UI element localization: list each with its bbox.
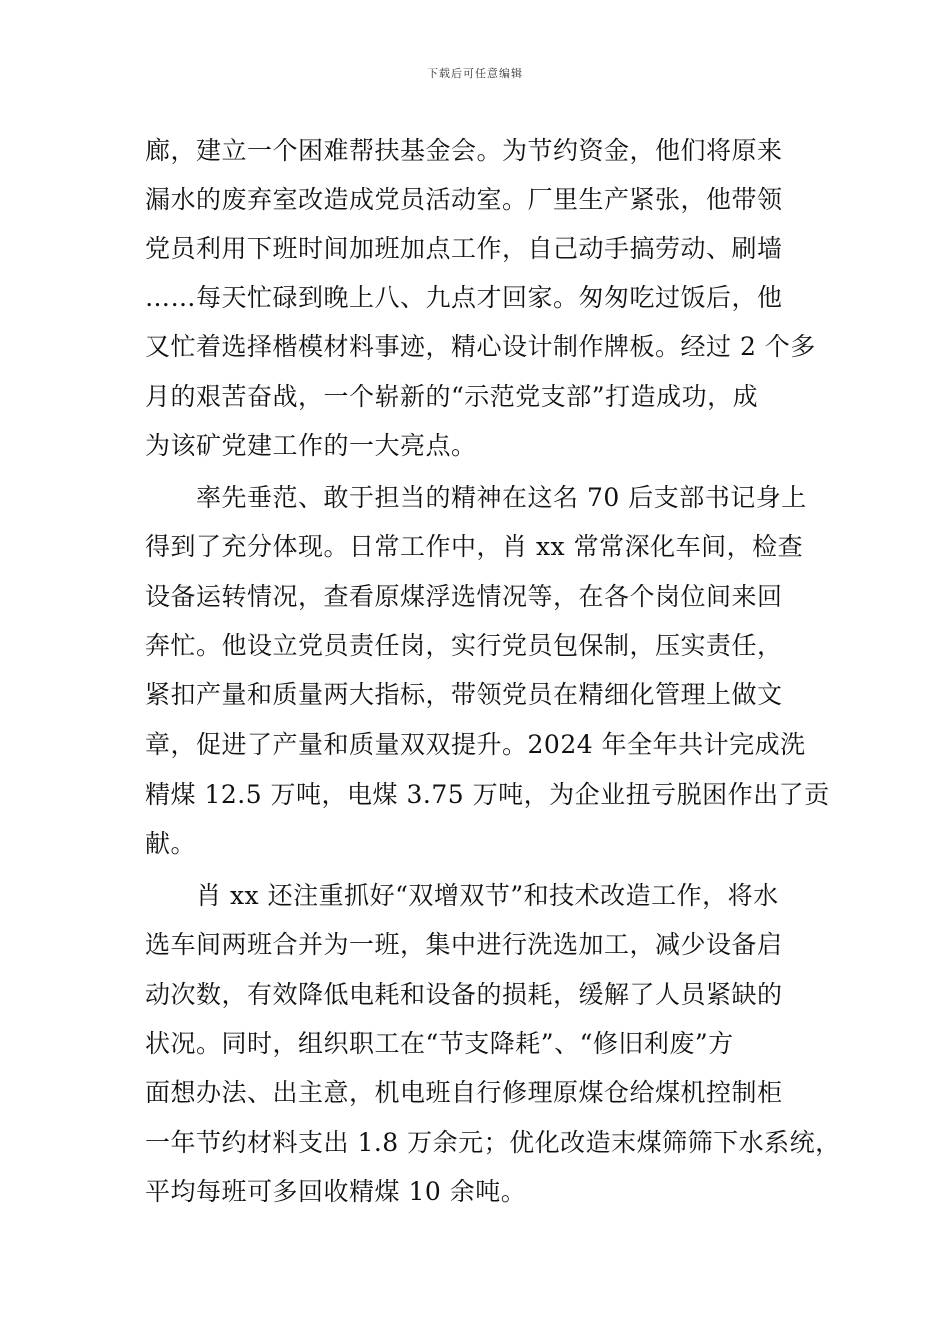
text-line: 平均每班可多回收精煤 10 余吨。 xyxy=(145,1177,527,1206)
text-line: 状况。同时，组织职工在“节支降耗”、“修旧利废”方 xyxy=(145,1029,734,1058)
text-line: 设备运转情况，查看原煤浮选情况等，在各个岗位间来回 xyxy=(145,582,783,611)
text-line: 面想办法、出主意，机电班自行修理原煤仓给煤机控制柜 xyxy=(145,1078,783,1107)
text-line: 献。 xyxy=(145,829,197,858)
text-line: 精煤 12.5 万吨，电煤 3.75 万吨，为企业扭亏脱困作出了贡 xyxy=(145,780,830,809)
text-line: 肖 xx 还注重抓好“双增双节”和技术改造工作，将水 xyxy=(145,881,779,910)
text-line: 廊，建立一个困难帮扶基金会。为节约资金，他们将原来 xyxy=(145,136,783,165)
text-line: 章，促进了产量和质量双双提升。2024 年全年共计完成洗 xyxy=(145,730,806,759)
text-line: 动次数，有效降低电耗和设备的损耗，缓解了人员紧缺的 xyxy=(145,980,783,1009)
text-line: 月的艰苦奋战，一个崭新的“示范党支部”打造成功，成 xyxy=(145,382,759,411)
text-line: 紧扣产量和质量两大指标，带领党员在精细化管理上做文 xyxy=(145,680,783,709)
text-line: 党员利用下班时间加班加点工作，自己动手搞劳动、刷墙 xyxy=(145,234,783,263)
text-line: ……每天忙碌到晚上八、九点才回家。匆匆吃过饭后，他 xyxy=(145,283,783,312)
text-line: 得到了充分体现。日常工作中，肖 xx 常常深化车间，检查 xyxy=(145,532,804,561)
text-line: 又忙着选择楷模材料事迹，精心设计制作牌板。经过 2 个多 xyxy=(145,332,816,361)
text-line: 为该矿党建工作的一大亮点。 xyxy=(145,431,477,460)
text-line: 漏水的废弃室改造成党员活动室。厂里生产紧张，他带领 xyxy=(145,185,783,214)
text-line: 一年节约材料支出 1.8 万余元；优化改造末煤筛筛下水系统， xyxy=(145,1128,841,1157)
page-header: 下载后可任意编辑 xyxy=(427,67,523,80)
text-line: 率先垂范、敢于担当的精神在这名 70 后支部书记身上 xyxy=(145,483,807,512)
text-line: 选车间两班合并为一班，集中进行洗选加工，减少设备启 xyxy=(145,930,783,959)
text-line: 奔忙。他设立党员责任岗，实行党员包保制，压实责任， xyxy=(145,631,783,660)
